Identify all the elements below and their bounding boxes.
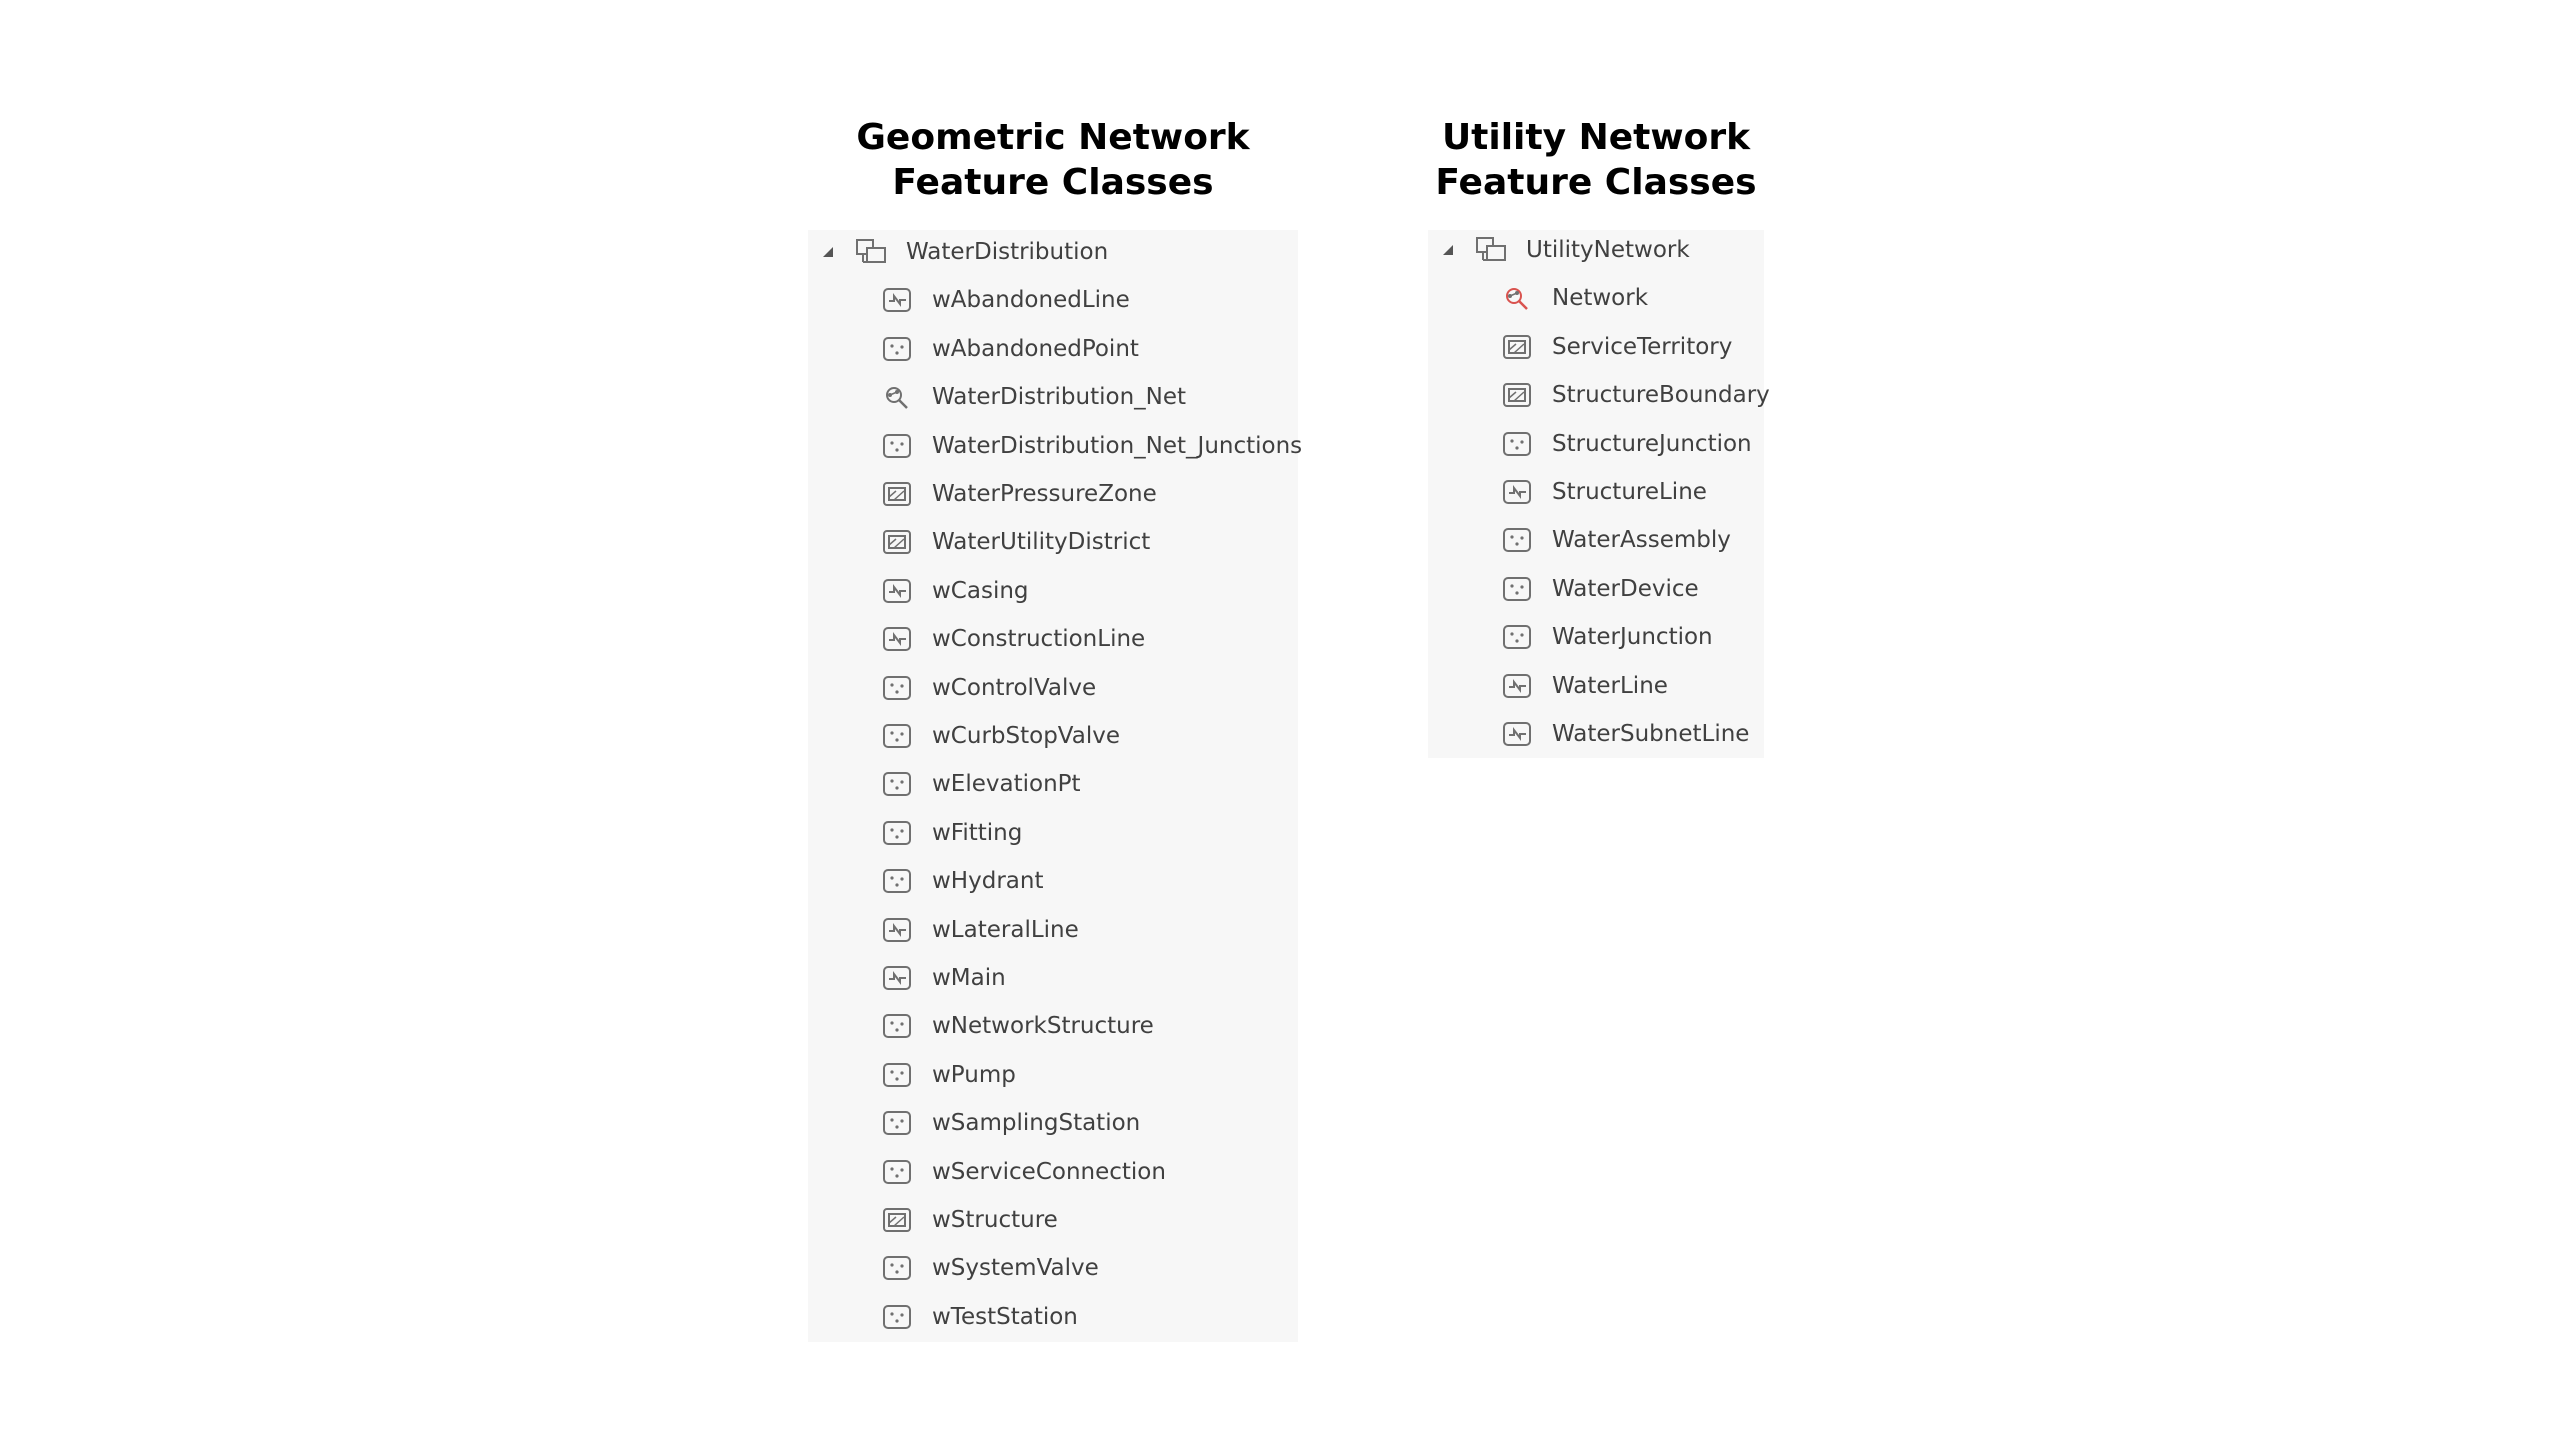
tree-item[interactable]: [1428, 617, 1713, 657]
tree-item[interactable]: [808, 522, 1150, 562]
network-icon: [880, 382, 914, 412]
line-feature-icon: [1500, 671, 1534, 701]
point-feature-icon: [1500, 622, 1534, 652]
collapse-triangle-icon[interactable]: [818, 245, 838, 259]
heading-line-2: Feature Classes: [1435, 162, 1757, 203]
tree-item-label: wSamplingStation: [932, 1110, 1141, 1137]
line-feature-icon: [880, 915, 914, 945]
point-feature-icon: [880, 769, 914, 799]
point-feature-icon: [1500, 429, 1534, 459]
tree-item[interactable]: [808, 1297, 1078, 1337]
line-feature-icon: [880, 576, 914, 606]
tree-item[interactable]: [808, 280, 1130, 320]
polygon-feature-icon: [1500, 380, 1534, 410]
tree-item[interactable]: [808, 861, 1043, 901]
tree-item-label: wAbandonedPoint: [932, 335, 1139, 362]
tree-item[interactable]: [808, 1200, 1058, 1240]
tree-item-label: wConstructionLine: [932, 626, 1146, 653]
tree-item-label: wControlValve: [932, 674, 1097, 701]
tree-item[interactable]: [808, 1103, 1140, 1143]
tree-root-utilitynetwork[interactable]: [1428, 230, 1690, 270]
point-feature-icon: [880, 431, 914, 461]
tree-item-label: WaterDistribution_Net_Junctions: [932, 432, 1303, 459]
tree-item-label: Network: [1552, 285, 1649, 312]
tree-item-label: StructureBoundary: [1552, 382, 1770, 409]
tree-item-label: wSystemValve: [932, 1255, 1099, 1282]
tree-item-label: wCasing: [932, 577, 1029, 604]
tree-item-label: StructureJunction: [1552, 430, 1752, 457]
heading-line-1: Utility Network: [1441, 117, 1751, 158]
collapse-triangle-icon[interactable]: [1438, 243, 1458, 257]
tree-item[interactable]: [808, 1152, 1166, 1192]
tree-item[interactable]: [1428, 424, 1752, 464]
tree-item-label: wLateralLine: [932, 916, 1079, 943]
line-feature-icon: [880, 963, 914, 993]
line-feature-icon: [880, 624, 914, 654]
tree-item[interactable]: [808, 1006, 1154, 1046]
tree-item[interactable]: [808, 1055, 1016, 1095]
point-feature-icon: [880, 721, 914, 751]
point-feature-icon: [880, 866, 914, 896]
polygon-feature-icon: [880, 527, 914, 557]
tree-item[interactable]: [1428, 375, 1770, 415]
tree-item[interactable]: [808, 474, 1157, 514]
tree-item-label: WaterLine: [1552, 672, 1668, 699]
polygon-feature-icon: [880, 1205, 914, 1235]
tree-item[interactable]: [1428, 472, 1707, 512]
tree-item[interactable]: [1428, 327, 1732, 367]
tree-item-label: wPump: [932, 1061, 1016, 1088]
dataset-icon: [854, 237, 888, 267]
tree-item-label: WaterDevice: [1552, 575, 1699, 602]
geometric-network-heading: [808, 115, 1298, 205]
point-feature-icon: [880, 1011, 914, 1041]
tree-item[interactable]: [808, 426, 1302, 466]
tree-item[interactable]: [808, 668, 1096, 708]
point-feature-icon: [880, 673, 914, 703]
point-feature-icon: [1500, 525, 1534, 555]
tree-item-label: WaterUtilityDistrict: [932, 529, 1151, 556]
tree-item[interactable]: [1428, 569, 1699, 609]
polygon-feature-icon: [1500, 332, 1534, 362]
point-feature-icon: [880, 1302, 914, 1332]
point-feature-icon: [880, 334, 914, 364]
line-feature-icon: [1500, 477, 1534, 507]
tree-item-label: wHydrant: [932, 868, 1044, 895]
catalog-tree-panel: [808, 230, 1303, 1342]
point-feature-icon: [880, 1060, 914, 1090]
tree-item[interactable]: [808, 958, 1006, 998]
tree-item-label: wServiceConnection: [932, 1158, 1166, 1185]
tree-item-label: WaterSubnetLine: [1552, 721, 1750, 747]
tree-item-label: wAbandonedLine: [932, 287, 1130, 314]
tree-item[interactable]: [1428, 520, 1731, 560]
tree-item[interactable]: [1428, 666, 1668, 706]
point-feature-icon: [1500, 574, 1534, 604]
tree-item-label: wCurbStopValve: [932, 723, 1120, 749]
tree-item[interactable]: [808, 329, 1139, 369]
tree-item-label: StructureLine: [1552, 479, 1707, 505]
polygon-feature-icon: [880, 479, 914, 509]
point-feature-icon: [880, 818, 914, 848]
tree-item-label: WaterJunction: [1552, 624, 1713, 651]
tree-item[interactable]: [808, 571, 1029, 611]
utility-network-heading: [1428, 115, 1764, 205]
tree-item-label: wNetworkStructure: [932, 1013, 1154, 1040]
tree-item-label: UtilityNetwork: [1526, 237, 1690, 263]
tree-item[interactable]: [808, 716, 1120, 756]
dataset-icon: [1474, 235, 1508, 265]
line-feature-icon: [1500, 719, 1534, 749]
heading-line-1: Geometric Network: [856, 117, 1250, 158]
tree-item-label: WaterDistribution_Net: [932, 384, 1187, 411]
tree-item-label: wElevationPt: [932, 771, 1081, 798]
tree-item[interactable]: [1428, 278, 1648, 318]
tree-item-label: wTestStation: [932, 1303, 1078, 1330]
tree-item[interactable]: [1428, 714, 1749, 754]
point-feature-icon: [880, 1108, 914, 1138]
line-feature-icon: [880, 285, 914, 315]
tree-item-label: WaterDistribution: [906, 239, 1109, 265]
tree-item-label: wFitting: [932, 819, 1023, 846]
tree-item[interactable]: [808, 619, 1145, 659]
tree-item-label: WaterAssembly: [1552, 527, 1731, 554]
tree-item-label: WaterPressureZone: [932, 481, 1157, 507]
tree-item[interactable]: [808, 1248, 1099, 1288]
tree-item[interactable]: [808, 813, 1022, 853]
tree-item-label: wMain: [932, 965, 1006, 991]
tree-item-label: ServiceTerritory: [1552, 333, 1733, 360]
utility-network-icon: [1500, 283, 1534, 313]
tree-item[interactable]: [808, 910, 1079, 950]
point-feature-icon: [880, 1253, 914, 1283]
heading-line-2: Feature Classes: [892, 162, 1214, 203]
catalog-tree-panel: [1428, 230, 1770, 758]
tree-root-waterdistribution[interactable]: [808, 232, 1108, 272]
point-feature-icon: [880, 1157, 914, 1187]
tree-item[interactable]: [808, 377, 1186, 417]
tree-item[interactable]: [808, 764, 1081, 804]
tree-item-label: wStructure: [932, 1207, 1058, 1233]
